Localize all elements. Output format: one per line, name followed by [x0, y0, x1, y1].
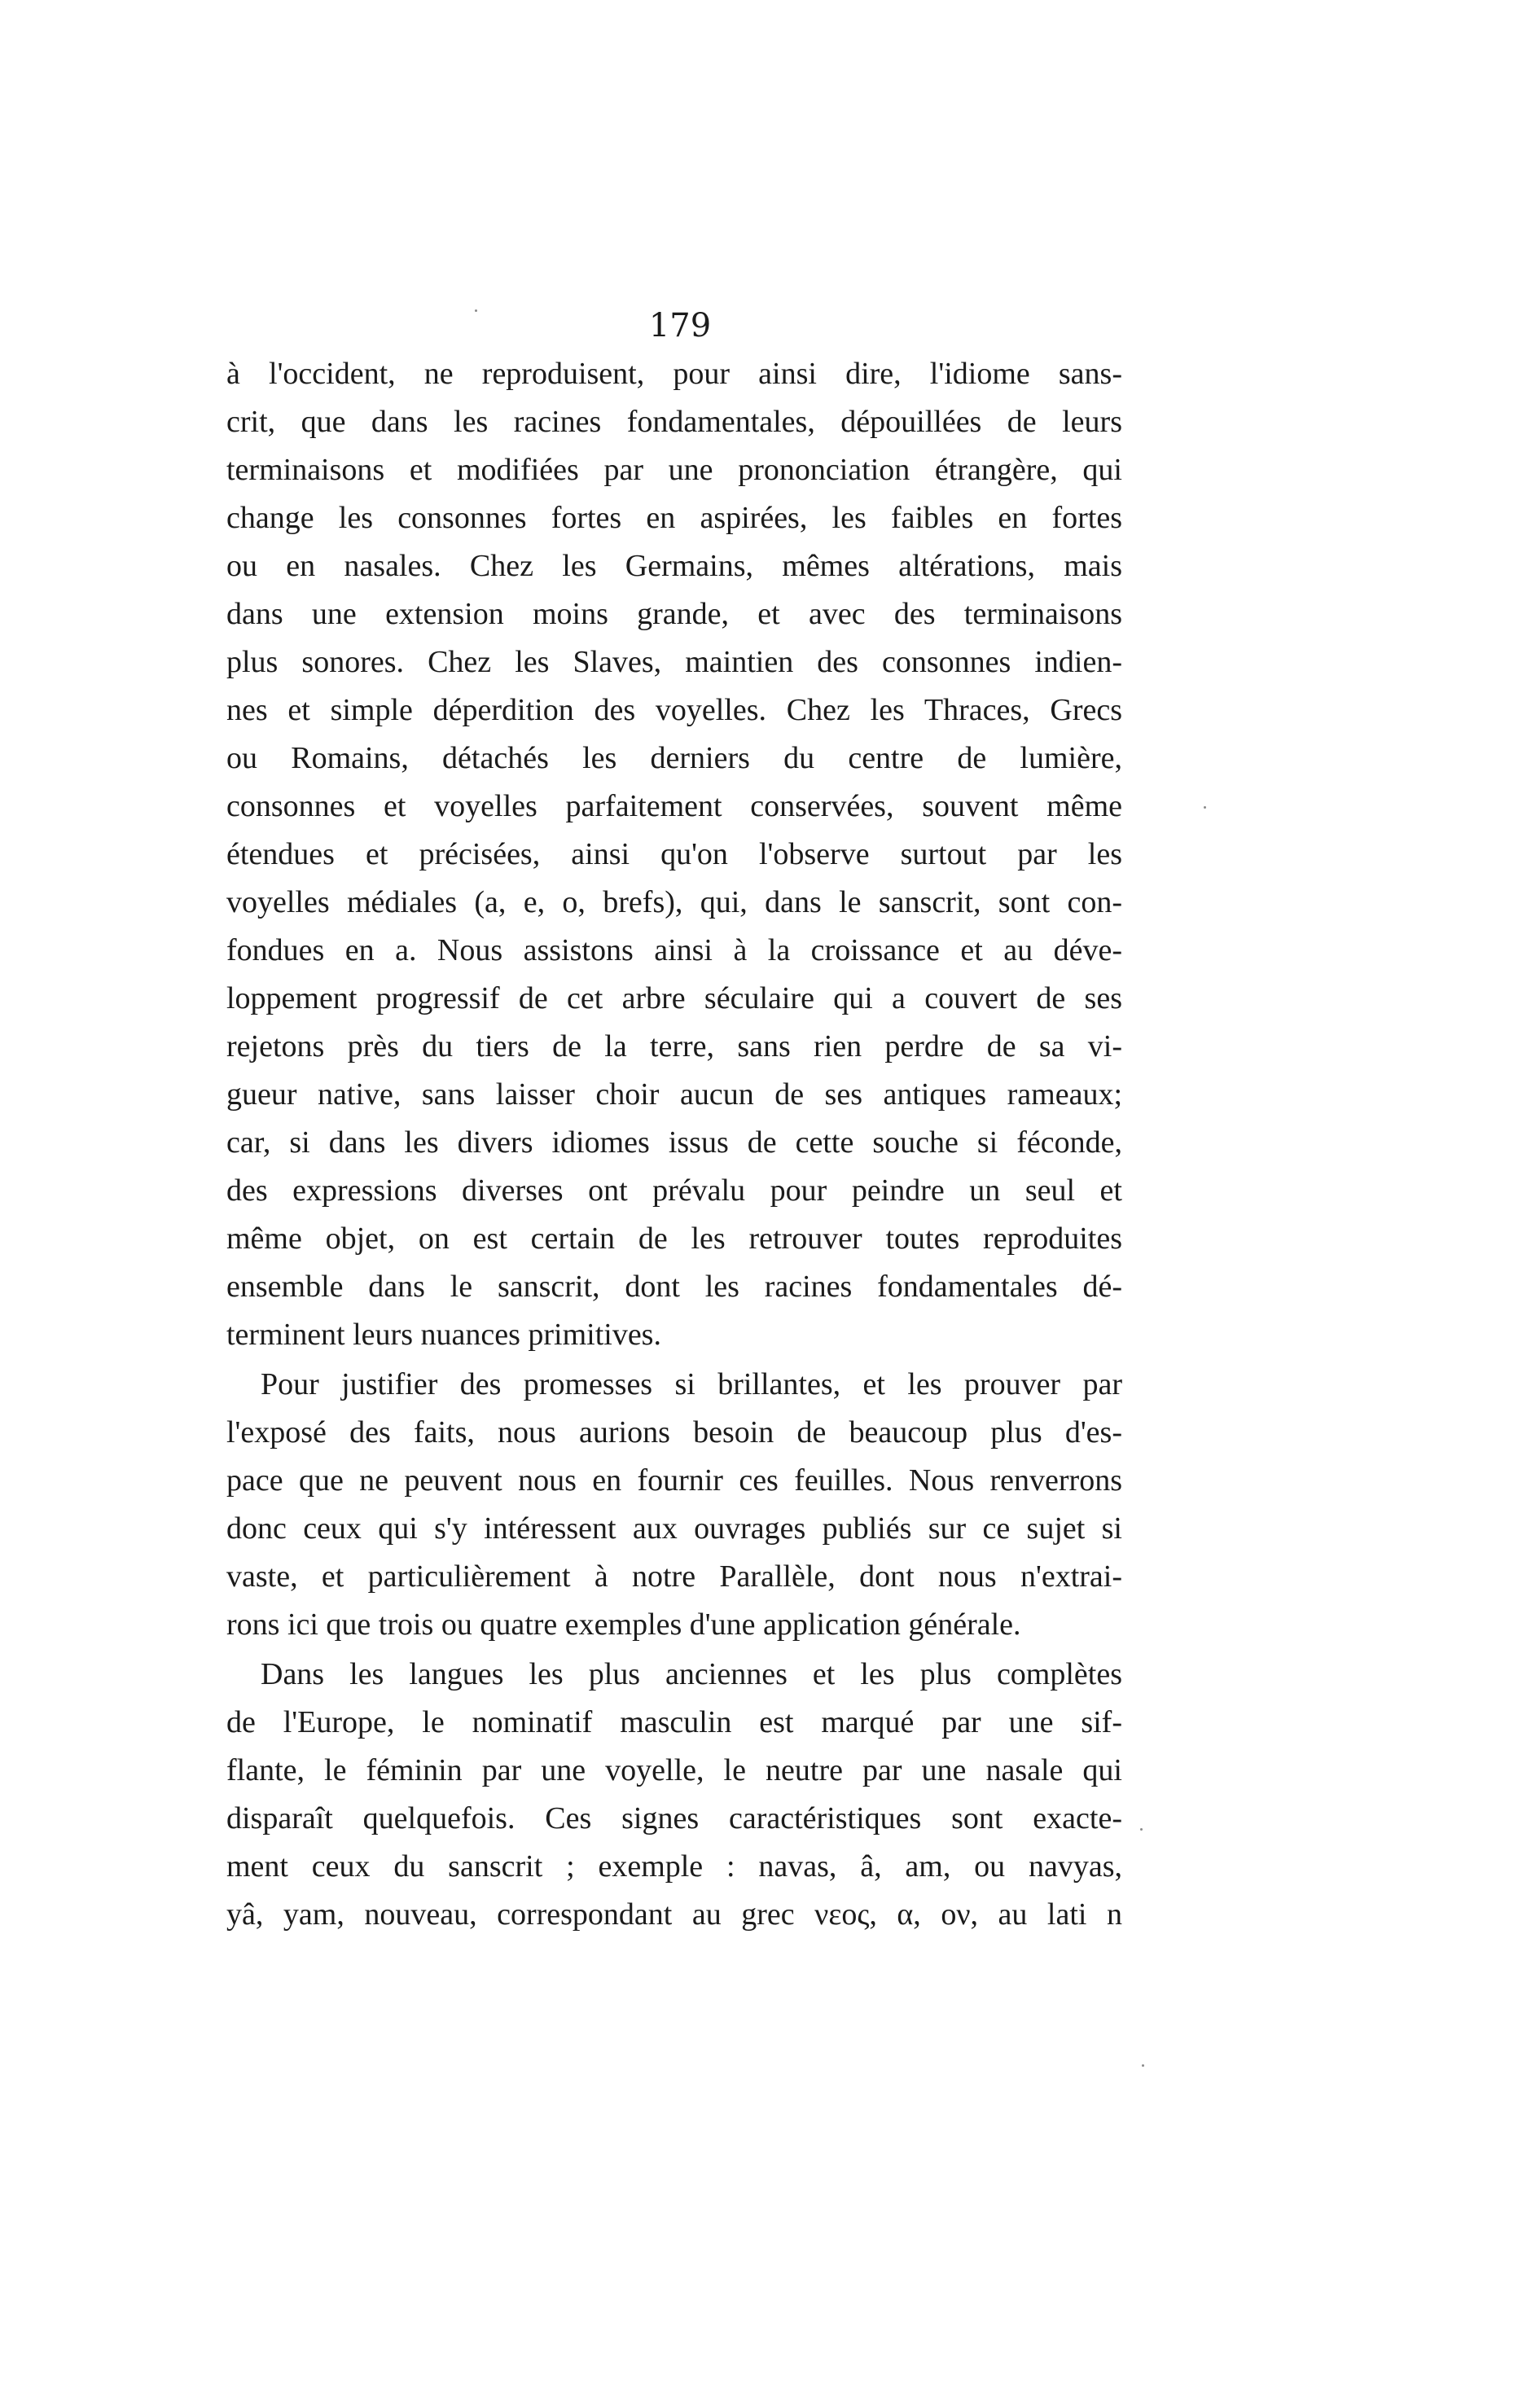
scan-speck [475, 309, 477, 312]
text-line: disparaît quelquefois. Ces signes caractéristiques sont exacte- [226, 1801, 1122, 1835]
scan-speck [1140, 1828, 1143, 1831]
text-line: gueur native, sans laisser choir aucun de ses antiques rameaux; [226, 1077, 1122, 1112]
text-line: voyelles médiales (a, e, o, brefs), qui, dans le sanscrit, sont con- [226, 885, 1122, 919]
text-line: nes et simple déperdition des voyelles. Chez les Thraces, Grecs [226, 693, 1122, 727]
text-line: car, si dans les divers idiomes issus de cette souche si féconde, [226, 1125, 1122, 1160]
text-line: consonnes et voyelles parfaitement conservées, souvent même [226, 789, 1122, 823]
page-number: 179 [648, 307, 712, 344]
text-line: Pour justifier des promesses si brillantes, et les prouver par [261, 1367, 1122, 1401]
paragraph [226, 350, 1122, 1359]
text-line: ou en nasales. Chez les Germains, mêmes altérations, mais [226, 549, 1122, 583]
text-line: change les consonnes fortes en aspirées, les faibles en fortes [226, 501, 1122, 535]
text-line: crit, que dans les racines fondamentales, dépouillées de leurs [226, 405, 1122, 439]
text-line: terminent leurs nuances primitives. [226, 1318, 661, 1352]
paragraph [226, 1361, 1122, 1649]
scan-speck [1204, 806, 1206, 809]
text-line: donc ceux qui s'y intéressent aux ouvrages publiés sur ce sujet si [226, 1511, 1122, 1546]
text-line: vaste, et particulièrement à notre Parallèle, dont nous n'extrai- [226, 1559, 1122, 1594]
paragraph [226, 1651, 1122, 1939]
text-line: pace que ne peuvent nous en fournir ces feuilles. Nous renverrons [226, 1463, 1122, 1498]
text-line: l'exposé des faits, nous aurions besoin de beaucoup plus d'es- [226, 1415, 1122, 1449]
text-line: ment ceux du sanscrit ; exemple : navas, â, am, ou navyas, [226, 1849, 1122, 1884]
text-line: rejetons près du tiers de la terre, sans rien perdre de sa vi- [226, 1029, 1122, 1064]
text-line: même objet, on est certain de les retrouver toutes reproduites [226, 1221, 1122, 1256]
text-line: fondues en a. Nous assistons ainsi à la croissance et au déve- [226, 933, 1122, 967]
text-line: à l'occident, ne reproduisent, pour ainsi dire, l'idiome sans- [226, 357, 1122, 391]
text-line: ou Romains, détachés les derniers du centre de lumière, [226, 741, 1122, 775]
text-line: Dans les langues les plus anciennes et les plus complètes [261, 1657, 1122, 1691]
text-line: rons ici que trois ou quatre exemples d'une application générale. [226, 1607, 1021, 1642]
text-line: de l'Europe, le nominatif masculin est marqué par une sif- [226, 1705, 1122, 1739]
text-line: étendues et précisées, ainsi qu'on l'observe surtout par les [226, 837, 1122, 871]
text-line: dans une extension moins grande, et avec des terminaisons [226, 597, 1122, 631]
text-line: flante, le féminin par une voyelle, le neutre par une nasale qui [226, 1753, 1122, 1787]
text-line: plus sonores. Chez les Slaves, maintien des consonnes indien- [226, 645, 1122, 679]
scan-speck [1142, 2064, 1144, 2067]
text-line: des expressions diverses ont prévalu pour peindre un seul et [226, 1173, 1122, 1208]
body-text [226, 350, 1122, 1939]
text-line: ensemble dans le sanscrit, dont les racines fondamentales dé- [226, 1270, 1122, 1304]
text-line: loppement progressif de cet arbre séculaire qui a couvert de ses [226, 981, 1122, 1015]
text-line: yâ, yam, nouveau, correspondant au grec νεος, α, ον, au lati n [226, 1897, 1122, 1932]
text-line: terminaisons et modifiées par une prononciation étrangère, qui [226, 453, 1122, 487]
